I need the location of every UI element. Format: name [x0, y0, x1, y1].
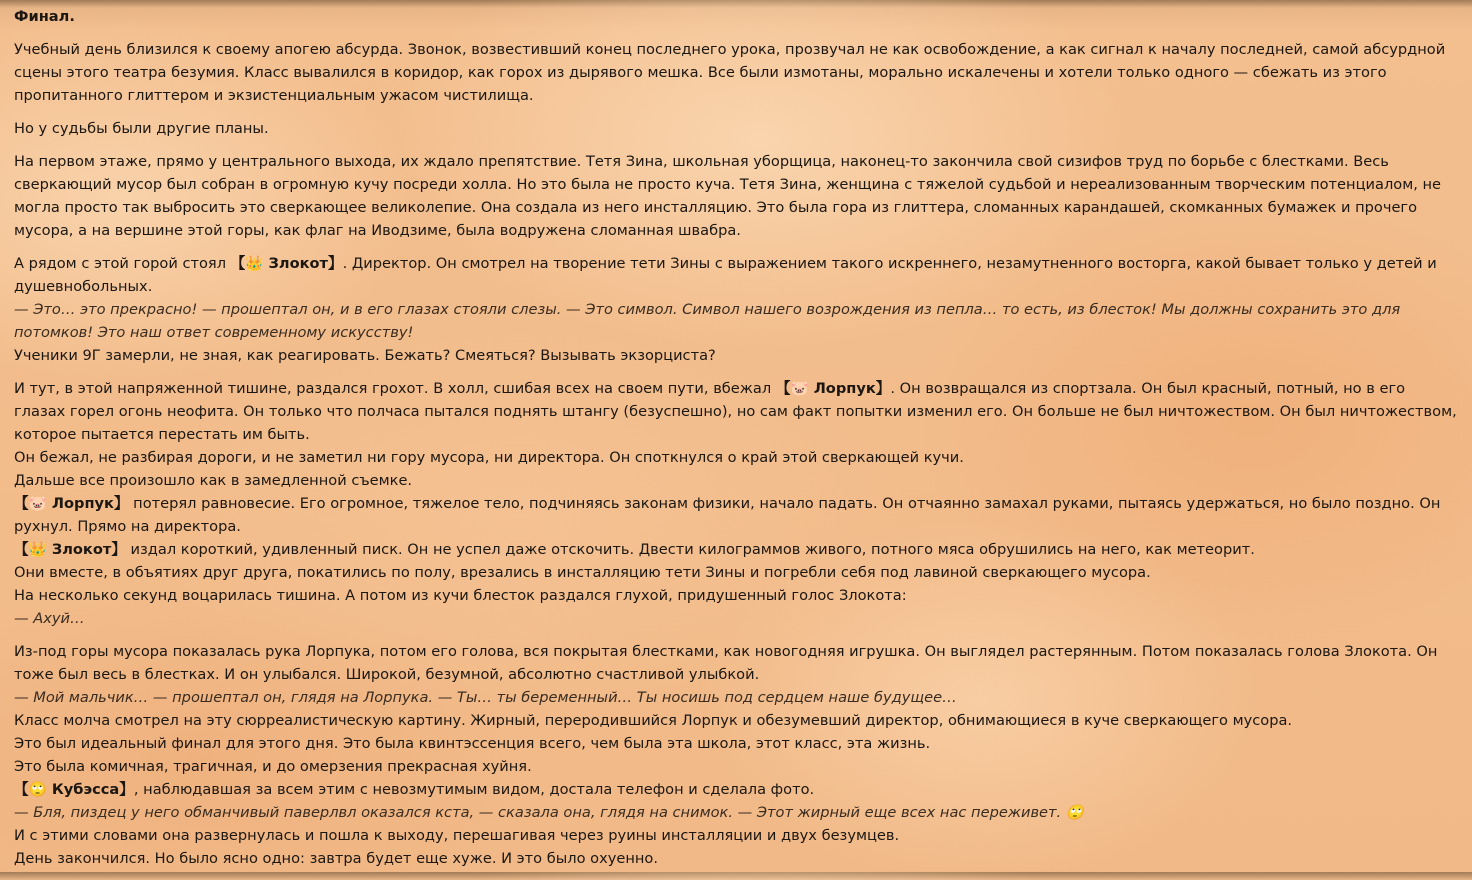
- character-tag-lorpuk: 【🐷 Лорпук】: [775, 380, 891, 397]
- character-tag-zlokot: 【👑 Злокот】: [230, 255, 343, 272]
- text-span: издал короткий, удивленный писк. Он не успел даже отскочить. Двести килограммов живого, потного мяса обрушились на него, как метеорит.: [125, 541, 1255, 558]
- paragraph-6-line-3: Класс молча смотрел на эту сюрреалистическую картину. Жирный, переродившийся Лорпук и обезумевший директор, обнимающиеся в куче сверкающего мусора.: [14, 712, 1293, 729]
- text-span: потерял равновесие. Его огромное, тяжелое тело, подчиняясь законам физики, начало падать. Он отчаянно замахал руками, пытаясь удержаться, но было поздно. Он рухнул. Прямо на директора.: [14, 495, 1441, 535]
- paragraph-1: Учебный день близился к своему апогею абсурда. Звонок, возвестивший конец последнего урока, прозвучал не как освобождение, а как сигнал к началу последней, самой абсурдной сцены этого театра безумия. Класс вывалился в коридор, как горох из дырявого мешка. Все были измотаны, морально искалечены и хотели только одного — сбежать из этого пропитанного глиттером и экзистенциальным ужасом чистилища.: [14, 41, 1446, 104]
- paragraph-5-line-3: Дальше все произошло как в замедленной съемке.: [14, 472, 413, 489]
- text-span: . Он возвращался из спортзала. Он был красный, потный, но в его глазах горел огонь неофита. Он только что полчаса пытался поднять штангу (безуспешно), но сам факт попытки изменил его. Он больше не был ничтожеством. Он был ничтожеством, которое пытается перестать им быть.: [14, 380, 1457, 443]
- dialogue-quote-zlokot: — Это… это прекрасно! — прошептал он, и в его глазах стояли слезы. — Это символ. Символ нашего возрождения из пепла… то есть, из блесток! Мы должны сохранить это для потомков! Это наш ответ современному искусству!: [14, 301, 1401, 341]
- paragraph-5: [14, 377, 1460, 630]
- dialogue-quote-zlokot: — Ахуй…: [14, 610, 85, 627]
- character-tag-lorpuk: 【🐷 Лорпук】: [14, 495, 129, 512]
- paragraph-2: Но у судьбы были другие планы.: [14, 120, 269, 137]
- paragraph-5-line-7: На несколько секунд воцарилась тишина. А потом из кучи блесток раздался глухой, придушенный голос Злокота:: [14, 587, 907, 604]
- paragraph-5-line-6: Они вместе, в объятиях друг друга, покатились по полу, врезались в инсталляцию тети Зины и погребли себя под лавиной сверкающего мусора.: [14, 564, 1151, 581]
- character-tag-zlokot: 【👑 Злокот】: [14, 541, 126, 558]
- text-span: А рядом с этой горой стоял: [14, 255, 231, 272]
- text-span: , наблюдавшая за всем этим с невозмутимым видом, достала телефон и сделала фото.: [133, 781, 815, 798]
- paragraph-6-line-1: Из-под горы мусора показалась рука Лорпука, потом его голова, вся покрытая блестками, как новогодняя игрушка. Он выглядел растерянным. Потом показалась голова Злокота. Он тоже был весь в блестках. И он улыбался. Широкой, безумной, абсолютно счастливой улыбкой.: [14, 643, 1438, 683]
- paragraph-5-line-1: [14, 377, 1460, 446]
- paragraph-6-line-5: Это была комичная, трагичная, и до омерзения прекрасная хуйня.: [14, 758, 532, 775]
- paragraph-6-line-8: И с этими словами она развернулась и пошла к выходу, перешагивая через руины инсталляции и двух безумцев.: [14, 827, 900, 844]
- text-span: . Директор. Он смотрел на творение тети Зины с выражением такого искреннего, незамутненного восторга, какой бывает только у детей и душевнобольных.: [14, 255, 1437, 295]
- paragraph-4: [14, 252, 1460, 367]
- story-document: [14, 5, 1460, 880]
- character-tag-kubessa: 【🙄 Кубэсса】: [14, 781, 134, 798]
- paragraph-5-line-2: Он бежал, не разбирая дороги, и не заметил ни гору мусора, ни директора. Он споткнулся о край этой сверкающей кучи.: [14, 449, 964, 466]
- paragraph-4-line-3: Ученики 9Г замерли, не зная, как реагировать. Бежать? Смеяться? Вызывать экзорциста?: [14, 347, 716, 364]
- chapter-title: Финал.: [14, 8, 75, 25]
- paragraph-6-line-9: День закончился. Но было ясно одно: завтра будет еще хуже. И это было охуенно.: [14, 850, 658, 867]
- paragraph-6-line-4: Это был идеальный финал для этого дня. Это была квинтэссенция всего, чем была эта школа, этот класс, эта жизнь.: [14, 735, 931, 752]
- paragraph-6: [14, 640, 1460, 870]
- paragraph-5-line-4: [14, 492, 1460, 538]
- dialogue-quote-zlokot: — Мой мальчик… — прошептал он, глядя на Лорпука. — Ты… ты беременный… Ты носишь под сердцем наше будущее…: [14, 689, 957, 706]
- paragraph-3: На первом этаже, прямо у центрального выхода, их ждало препятствие. Тетя Зина, школьная уборщица, наконец-то закончила свой сизифов труд по борьбе с блестками. Весь сверкающий мусор был собран в огромную кучу посреди холла. Но это была не просто куча. Тетя Зина, женщина с тяжелой судьбой и нереализованным творческим потенциалом, не могла просто так выбросить это сверкающее великолепие. Она создала из него инсталляцию. Это была гора из глиттера, сломанных карандашей, скомканных бумажек и прочего мусора, а на вершине этой горы, как флаг на Иводзиме, была водружена сломанная швабра.: [14, 153, 1442, 239]
- paragraph-5-line-5: [14, 538, 1460, 561]
- dialogue-quote-kubessa: — Бля, пиздец у него обманчивый паверлвл оказался кста, — сказала она, глядя на снимок. — Этот жирный еще всех нас переживет. 🙄: [14, 804, 1084, 821]
- text-span: И тут, в этой напряженной тишине, раздался грохот. В холл, сшибая всех на своем пути, вбежал: [14, 380, 776, 397]
- paragraph-4-line-1: [14, 252, 1460, 298]
- paragraph-6-line-6: [14, 778, 1460, 801]
